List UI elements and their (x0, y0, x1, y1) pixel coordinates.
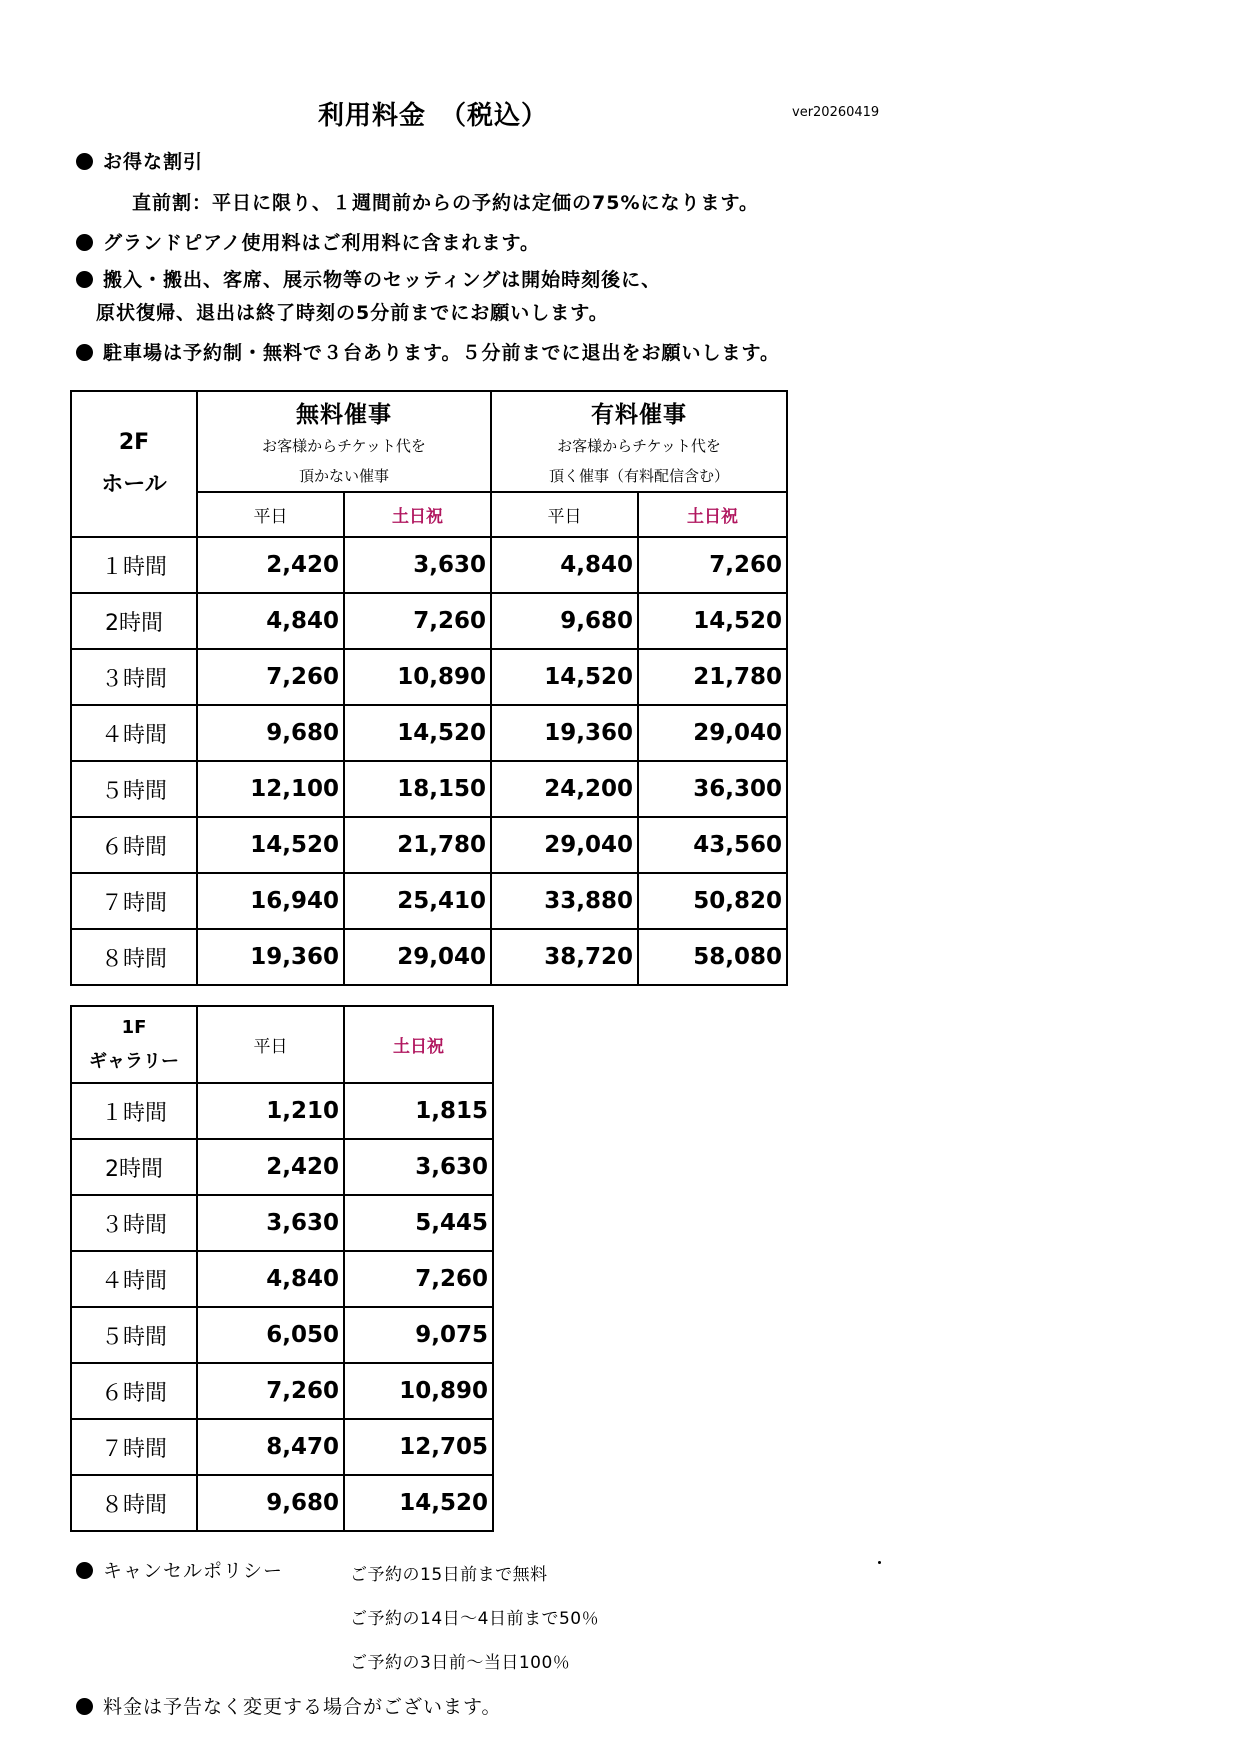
free-event-title: 無料催事 (296, 402, 392, 428)
price-cell-free-holiday: 29,040 (344, 929, 491, 985)
price-cell-weekday: 2,420 (197, 1139, 344, 1195)
table-row (71, 817, 787, 873)
piano-text: グランドピアノ使用料はご利用料に含まれます。 (103, 232, 540, 254)
duration-label: ４時間 (71, 705, 197, 761)
gallery-table-body (71, 1083, 493, 1531)
discount-heading-text: お得な割引 (103, 151, 204, 173)
price-cell-paid-holiday: 14,520 (638, 593, 787, 649)
duration-label: ５時間 (71, 761, 197, 817)
price-cell-free-holiday: 25,410 (344, 873, 491, 929)
price-cell-paid-weekday: 4,840 (491, 537, 638, 593)
price-cell-holiday: 14,520 (344, 1475, 493, 1531)
duration-label: ６時間 (71, 817, 197, 873)
duration-label: ４時間 (71, 1251, 197, 1307)
paid-event-header (491, 391, 787, 492)
price-cell-weekday: 9,680 (197, 1475, 344, 1531)
price-cell-holiday: 7,260 (344, 1251, 493, 1307)
bullet-icon (76, 153, 93, 170)
duration-label: ７時間 (71, 873, 197, 929)
price-cell-weekday: 8,470 (197, 1419, 344, 1475)
price-cell-paid-holiday: 50,820 (638, 873, 787, 929)
hall-room-label: ホール (101, 472, 167, 497)
price-cell-holiday: 3,630 (344, 1139, 493, 1195)
stray-dot (878, 1561, 881, 1564)
table-row (71, 1195, 493, 1251)
cancel-policy-heading-text: キャンセルポリシー (103, 1560, 284, 1582)
duration-label: ８時間 (71, 1475, 197, 1531)
gallery-weekday-header: 平日 (197, 1006, 344, 1083)
gallery-floor-label: 1F (121, 1016, 147, 1038)
table-row (71, 1419, 493, 1475)
price-cell-free-weekday: 19,360 (197, 929, 344, 985)
price-cell-paid-holiday: 29,040 (638, 705, 787, 761)
price-cell-weekday: 7,260 (197, 1363, 344, 1419)
price-cell-free-weekday: 12,100 (197, 761, 344, 817)
cancel-policy-heading (76, 1556, 283, 1583)
version-label: ver20260419 (792, 105, 880, 120)
price-cell-paid-weekday: 33,880 (491, 873, 638, 929)
table-row (71, 1251, 493, 1307)
note-parking (76, 338, 780, 365)
free-event-desc-line1: お客様からチケット代を (262, 437, 426, 455)
cancel-policy-item: ご予約の3日前～当日100％ (350, 1653, 571, 1673)
bullet-icon (76, 234, 93, 251)
price-cell-paid-holiday: 58,080 (638, 929, 787, 985)
table-row (71, 705, 787, 761)
price-cell-free-holiday: 18,150 (344, 761, 491, 817)
cancel-policy-item: ご予約の14日～4日前まで50％ (350, 1609, 600, 1629)
price-cell-free-weekday: 2,420 (197, 537, 344, 593)
setting-line1-text: 搬入・搬出、客席、展示物等のセッティングは開始時刻後に、 (103, 269, 662, 291)
price-cell-free-holiday: 14,520 (344, 705, 491, 761)
price-cell-paid-weekday: 9,680 (491, 593, 638, 649)
price-cell-paid-weekday: 24,200 (491, 761, 638, 817)
price-cell-paid-weekday: 14,520 (491, 649, 638, 705)
table-row (71, 1139, 493, 1195)
hall-rate-table (70, 390, 788, 986)
table-row (71, 649, 787, 705)
table-row (71, 873, 787, 929)
paid-event-desc-line2: 頂く催事（有料配信含む） (549, 467, 730, 485)
gallery-room-label: ギャラリー (89, 1050, 179, 1072)
table-row (71, 761, 787, 817)
duration-label: ６時間 (71, 1363, 197, 1419)
price-cell-holiday: 10,890 (344, 1363, 493, 1419)
footer-note (76, 1692, 501, 1719)
price-cell-holiday: 5,445 (344, 1195, 493, 1251)
duration-label: ３時間 (71, 1195, 197, 1251)
duration-label: ５時間 (71, 1307, 197, 1363)
table-row (71, 1475, 493, 1531)
bullet-icon (76, 271, 93, 288)
duration-label: ７時間 (71, 1419, 197, 1475)
price-cell-free-weekday: 9,680 (197, 705, 344, 761)
price-cell-paid-weekday: 38,720 (491, 929, 638, 985)
price-cell-holiday: 9,075 (344, 1307, 493, 1363)
duration-label: ８時間 (71, 929, 197, 985)
page-title: 利用料金 （税込） (318, 101, 549, 131)
paid-weekday-header: 平日 (491, 492, 638, 537)
price-cell-free-weekday: 7,260 (197, 649, 344, 705)
price-cell-free-weekday: 14,520 (197, 817, 344, 873)
bullet-icon (76, 344, 93, 361)
price-cell-weekday: 3,630 (197, 1195, 344, 1251)
table-row (71, 1363, 493, 1419)
gallery-rate-table (70, 1005, 494, 1532)
price-cell-weekday: 6,050 (197, 1307, 344, 1363)
bullet-icon (76, 1698, 93, 1715)
table-row (71, 1307, 493, 1363)
note-piano (76, 228, 540, 255)
duration-label: １時間 (71, 1083, 197, 1139)
price-cell-paid-holiday: 43,560 (638, 817, 787, 873)
note-discount-detail: 直前割：平日に限り、１週間前からの予約は定価の75%になります。 (132, 192, 759, 214)
footer-note-text: 料金は予告なく変更する場合がございます。 (103, 1696, 502, 1718)
hall-floor-cell (71, 391, 197, 537)
free-weekday-header: 平日 (197, 492, 344, 537)
table-row (71, 929, 787, 985)
price-cell-paid-weekday: 19,360 (491, 705, 638, 761)
paid-event-desc-line1: お客様からチケット代を (557, 437, 721, 455)
duration-label: 2時間 (71, 593, 197, 649)
price-cell-free-holiday: 21,780 (344, 817, 491, 873)
price-cell-free-weekday: 4,840 (197, 593, 344, 649)
price-cell-paid-holiday: 36,300 (638, 761, 787, 817)
table-row (71, 593, 787, 649)
free-event-header (197, 391, 491, 492)
price-cell-weekday: 4,840 (197, 1251, 344, 1307)
price-cell-free-holiday: 10,890 (344, 649, 491, 705)
duration-label: 2時間 (71, 1139, 197, 1195)
price-cell-holiday: 1,815 (344, 1083, 493, 1139)
price-cell-paid-holiday: 21,780 (638, 649, 787, 705)
table-row (71, 537, 787, 593)
bullet-icon (76, 1562, 93, 1579)
duration-label: １時間 (71, 537, 197, 593)
gallery-floor-cell (71, 1006, 197, 1083)
note-setting (76, 265, 661, 292)
price-cell-weekday: 1,210 (197, 1083, 344, 1139)
gallery-holiday-header: 土日祝 (344, 1006, 493, 1083)
note-discount-heading (76, 147, 203, 174)
cancel-policy-item: ご予約の15日前まで無料 (350, 1565, 548, 1585)
table-row (71, 1083, 493, 1139)
free-holiday-header: 土日祝 (344, 492, 491, 537)
duration-label: ３時間 (71, 649, 197, 705)
note-setting-line2: 原状復帰、退出は終了時刻の5分前までにお願いします。 (96, 302, 609, 324)
price-cell-holiday: 12,705 (344, 1419, 493, 1475)
price-cell-paid-holiday: 7,260 (638, 537, 787, 593)
free-event-desc-line2: 頂かない催事 (298, 467, 389, 485)
price-cell-paid-weekday: 29,040 (491, 817, 638, 873)
hall-floor-label: 2F (118, 430, 150, 455)
paid-event-title: 有料催事 (591, 402, 687, 428)
paid-holiday-header: 土日祝 (638, 492, 787, 537)
price-cell-free-holiday: 3,630 (344, 537, 491, 593)
parking-text: 駐車場は予約制・無料で３台あります。５分前までに退出をお願いします。 (103, 342, 780, 364)
hall-table-body (71, 537, 787, 985)
price-cell-free-weekday: 16,940 (197, 873, 344, 929)
price-cell-free-holiday: 7,260 (344, 593, 491, 649)
